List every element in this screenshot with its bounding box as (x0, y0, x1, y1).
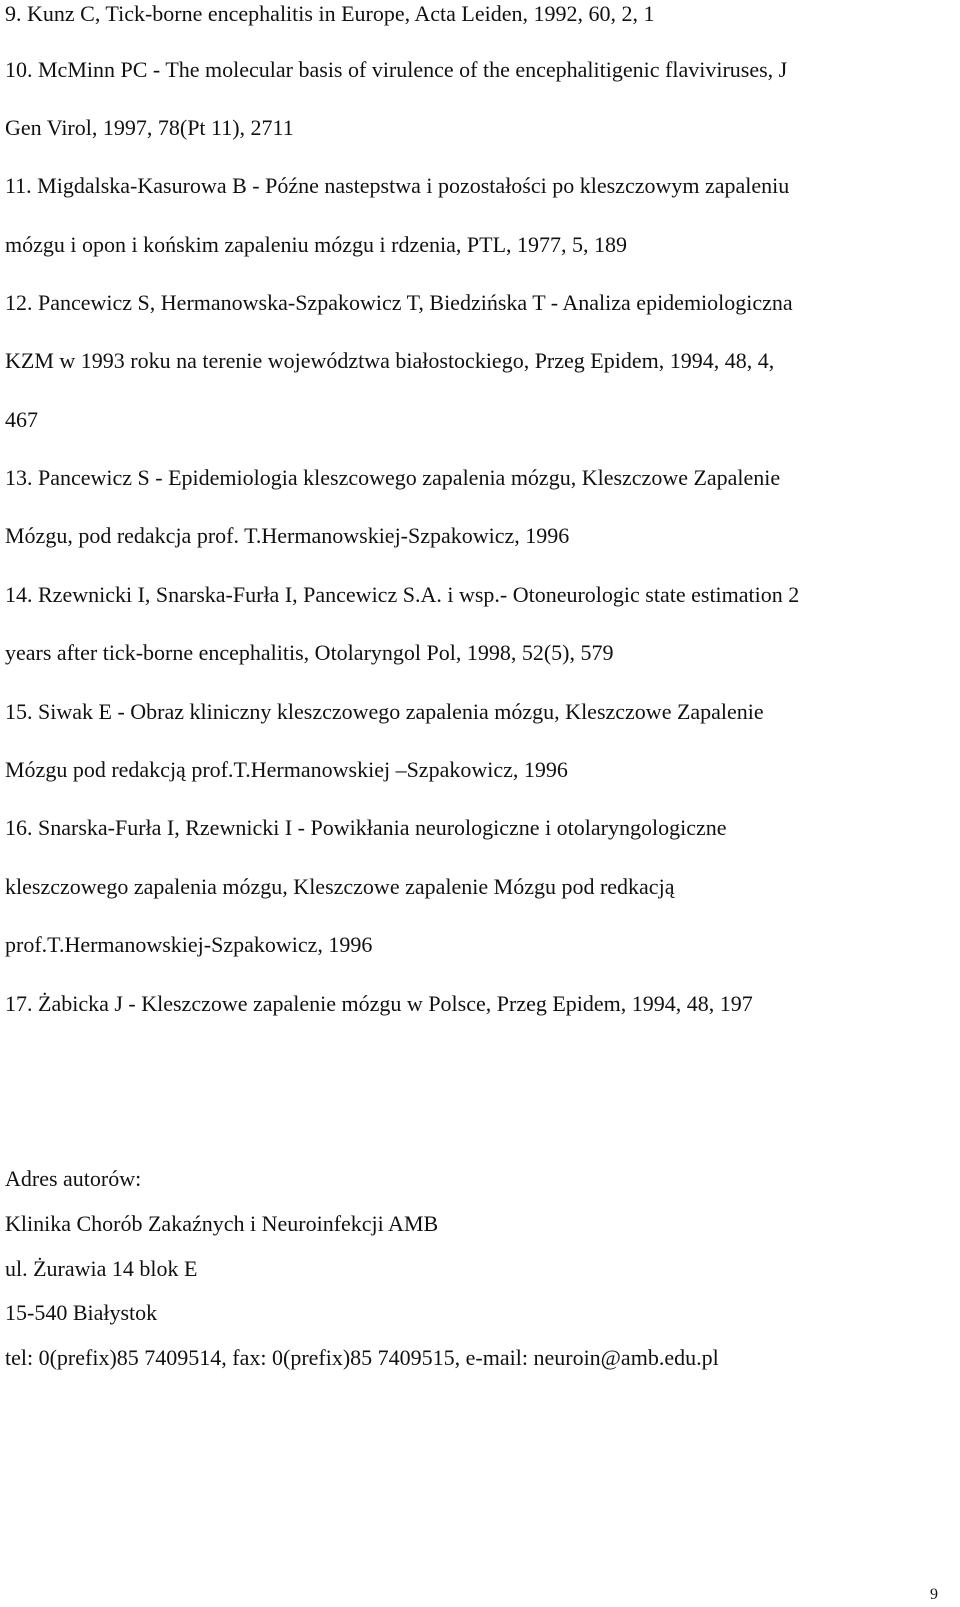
reference-13-line-1: 13. Pancewicz S - Epidemiologia kleszcowego zapalenia mózgu, Kleszczowe Zapalenie (5, 465, 781, 490)
address-city: 15-540 Białystok (5, 1300, 158, 1325)
reference-14-line-2: years after tick-borne encephalitis, Otolaryngol Pol, 1998, 52(5), 579 (5, 640, 614, 665)
reference-12-line-1: 12. Pancewicz S, Hermanowska-Szpakowicz T, Biedzińska T - Analiza epidemiologiczna (5, 290, 793, 315)
reference-10-line-2: Gen Virol, 1997, 78(Pt 11), 2711 (5, 115, 294, 140)
reference-16-line-1: 16. Snarska-Furła I, Rzewnicki I - Powikłania neurologiczne i otolaryngologiczne (5, 815, 727, 840)
address-institution: Klinika Chorób Zakaźnych i Neuroinfekcji AMB (5, 1211, 439, 1236)
page-number: 9 (930, 1586, 938, 1603)
address-heading: Adres autorów: (5, 1166, 142, 1191)
reference-14-line-1: 14. Rzewnicki I, Snarska-Furła I, Pancewicz S.A. i wsp.- Otoneurologic state estimation 2 (5, 582, 800, 607)
reference-13-line-2: Mózgu, pod redakcja prof. T.Hermanowskiej-Szpakowicz, 1996 (5, 523, 570, 548)
address-street: ul. Żurawia 14 blok E (5, 1256, 198, 1281)
reference-12-line-3: 467 (5, 407, 38, 432)
reference-12-line-2: KZM w 1993 roku na terenie województwa białostockiego, Przeg Epidem, 1994, 48, 4, (5, 348, 775, 373)
reference-11-line-2: mózgu i opon i końskim zapaleniu mózgu i rdzenia, PTL, 1977, 5, 189 (5, 232, 628, 257)
reference-16-line-3: prof.T.Hermanowskiej-Szpakowicz, 1996 (5, 932, 373, 957)
reference-9-line-1: 9. Kunz C, Tick-borne encephalitis in Europe, Acta Leiden, 1992, 60, 2, 1 (5, 1, 655, 26)
reference-11-line-1: 11. Migdalska-Kasurowa B - Późne nastepstwa i pozostałości po kleszczowym zapaleniu (5, 173, 790, 198)
reference-16-line-2: kleszczowego zapalenia mózgu, Kleszczowe zapalenie Mózgu pod redkacją (5, 874, 675, 899)
address-contact: tel: 0(prefix)85 7409514, fax: 0(prefix)85 7409515, e-mail: neuroin@amb.edu.pl (5, 1345, 719, 1370)
reference-10-line-1: 10. McMinn PC - The molecular basis of virulence of the encephalitigenic flaviviruses, J (5, 57, 788, 82)
reference-17-line-1: 17. Żabicka J - Kleszczowe zapalenie mózgu w Polsce, Przeg Epidem, 1994, 48, 197 (5, 991, 753, 1016)
reference-15-line-2: Mózgu pod redakcją prof.T.Hermanowskiej –Szpakowicz, 1996 (5, 757, 568, 782)
reference-15-line-1: 15. Siwak E - Obraz kliniczny kleszczowego zapalenia mózgu, Kleszczowe Zapalenie (5, 699, 764, 724)
